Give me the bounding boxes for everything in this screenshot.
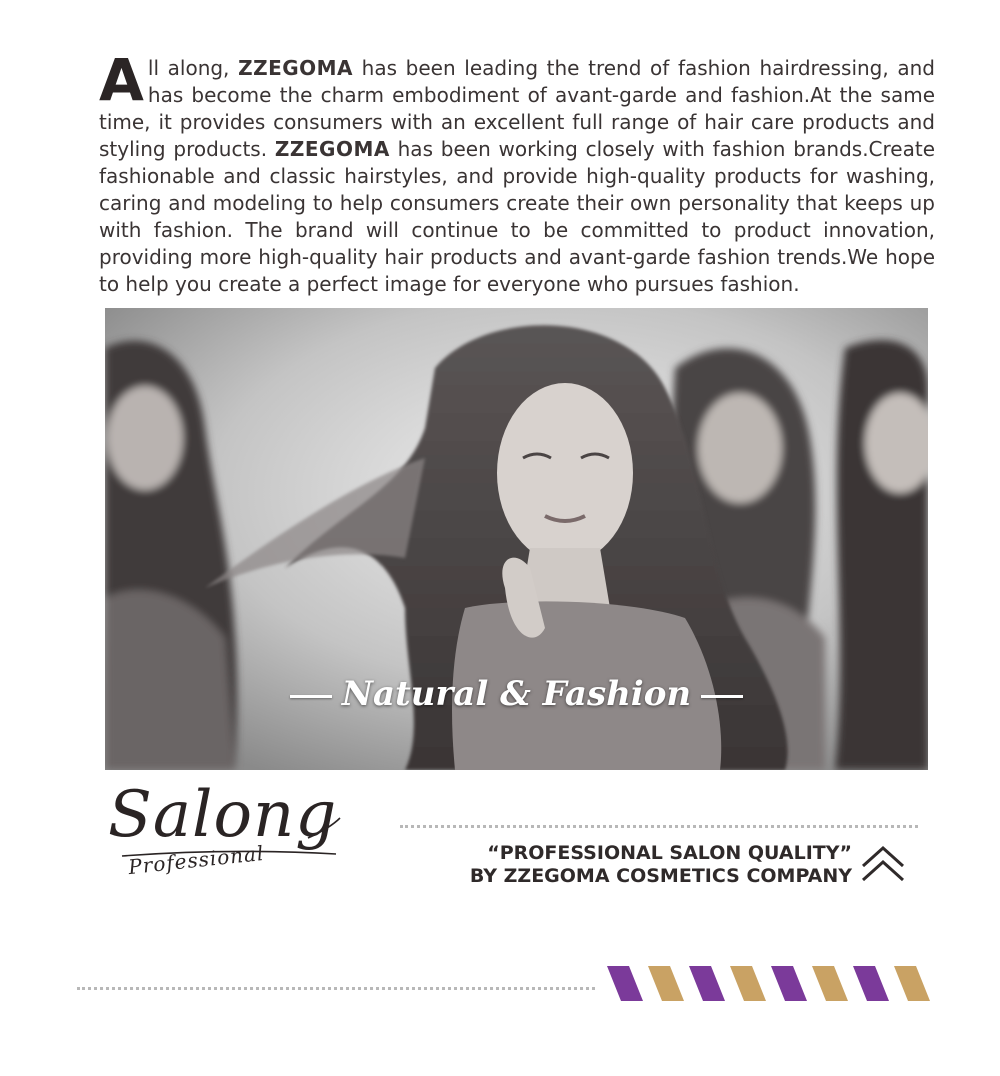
intro-paragraph — [99, 46, 936, 298]
purple-stripe — [853, 966, 889, 1001]
gold-stripe — [894, 966, 930, 1001]
intro-text-1: ll along, — [147, 56, 239, 80]
logo-wordmark: Salong — [108, 778, 338, 852]
purple-stripe — [771, 966, 807, 1001]
decorative-stripes — [603, 966, 933, 1002]
tagline-text: Natural & Fashion — [341, 674, 692, 714]
gold-stripe — [812, 966, 848, 1001]
quote-line-2: BY ZZEGOMA COSMETICS COMPANY — [469, 865, 852, 887]
quality-quote — [470, 842, 852, 888]
gold-stripe — [730, 966, 766, 1001]
tagline-right-dash — [701, 695, 743, 698]
dotted-divider-bottom — [77, 987, 595, 990]
intro-text-3: has been working closely with fashion brands.Create fashionable and classic hairstyles, and provide high-quality products for washing, caring and modeling to help consumers create their own personality that keeps up with fashion. The brand will continue to be committed to product innovation, providing more high-quality hair products and avant-garde fashion trends.We hope to help you create a perfect image for everyone who pursues fashion. — [99, 137, 936, 296]
hero-tagline — [105, 674, 928, 714]
intro-text-2: has been leading the trend of fashion hairdressing, and has become the charm embodiment of avant-garde and fashion.At the same time, it provides consumers with an excellent full range of hair care products and styling products. — [99, 56, 935, 161]
quote-line-1: “PROFESSIONAL SALON QUALITY” — [487, 842, 852, 864]
dotted-divider-top — [400, 825, 918, 828]
purple-stripe — [689, 966, 725, 1001]
drop-cap: A — [99, 46, 144, 114]
logo-subtitle: Professional — [127, 840, 266, 880]
brand-name: ZZEGOMA — [274, 137, 390, 161]
purple-stripe — [607, 966, 643, 1001]
hero-photo — [105, 308, 928, 770]
brand-name: ZZEGOMA — [238, 56, 354, 80]
tagline-left-dash — [290, 695, 332, 698]
double-chevron-up-icon — [860, 844, 906, 884]
salong-logo — [108, 778, 348, 898]
gold-stripe — [648, 966, 684, 1001]
